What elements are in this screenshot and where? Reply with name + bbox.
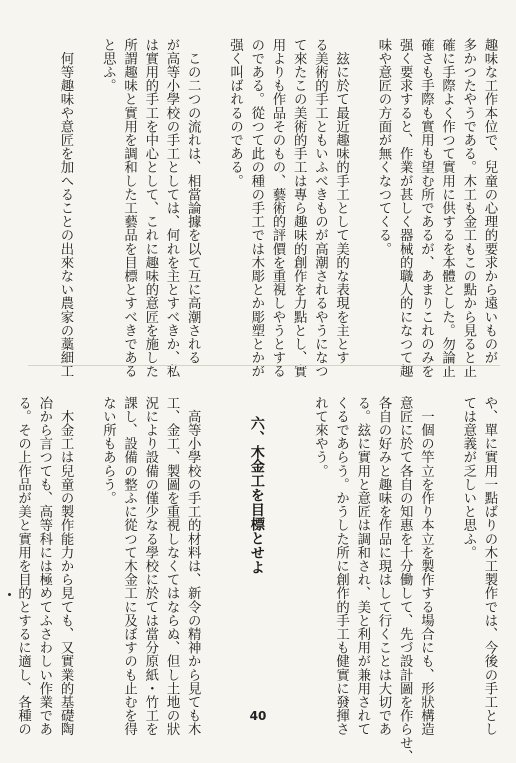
section-heading: 六、木金工を目標とせよ (248, 416, 265, 575)
text-column: 高等小學校の手工的材料は、新令の精神から見ても木 (185, 396, 201, 736)
text-column: のである。從つて此の種の手工では木彫とか彫塑とかが (248, 38, 264, 378)
text-column: 强く要求すると、作業が甚しく器械的職人的になつて趣 (397, 38, 413, 378)
text-column: て來たこの美術的手工は專ら趣味的創作を力點とし、實 (291, 38, 307, 378)
text-column: 各自の好みと趣味を作品に現はして行くことは大切であ (376, 396, 391, 736)
upper-text-block (55, 38, 500, 378)
text-column: 玆に於て最近趣味的手工として美的な表現を主とす (333, 38, 349, 365)
text-column: る。玆に實用と意匠は調和され、美と利用が兼用されて (354, 396, 370, 736)
text-column: ては意義が乏しいと思ふ。 (460, 396, 476, 560)
text-column: 强く叫ばれるのである。 (227, 38, 243, 188)
text-column: る美術的手工ともいふべきものが高潮されるやうになつ (312, 38, 328, 378)
text-column: 工、金工、製圖を重視しなくてはならぬ、但し土地の狀 (164, 396, 180, 736)
text-column: れて來やう。 (312, 396, 328, 478)
paragraph-gap (76, 396, 97, 704)
text-column: 一個の竿立を作り本立を製作する場合にも、形狀構造 (418, 396, 434, 736)
text-column: 確に手際よく作つて實用に供するを本體とした。勿論正 (439, 38, 455, 378)
text-column: 冶から言つても、高等科には極めてふさわしい作業であ (36, 396, 52, 736)
paragraph-gap (288, 396, 309, 704)
paragraph-gap (76, 38, 97, 338)
section-divider (28, 365, 500, 366)
text-column: 何等趣味や意匠を加へることの出來ない農家の藁細工 (57, 38, 73, 378)
paragraph-gap (352, 38, 373, 338)
text-column: 確さも手際も實用も望む所であるが、あまりこれのみを (418, 38, 434, 378)
text-column: や、單に實用一點ばりの木工製作では、今後の手工とし (482, 396, 497, 736)
paragraph-gap (224, 396, 245, 704)
text-column: 意匠に於て各自の知惠を十分働して、先づ設計圖を作らせ、 (397, 396, 413, 763)
paragraph-gap (436, 396, 457, 704)
ink-speck (8, 593, 11, 596)
paragraph-gap (267, 396, 288, 704)
text-column: は實用的手工を中心として、これに趣味的意匠を施した (142, 38, 158, 378)
text-column: この二つの流れは、相當論據を以て互に高潮される (185, 38, 201, 365)
paragraph-gap (203, 396, 224, 704)
text-column: 況により設備の僅少なる學校に於ては當分原紙・竹工を (142, 396, 158, 736)
text-column: 課し、設備の整ふに從つて木金工に及ぼすのも止むを得 (121, 396, 137, 736)
text-column: 所謂趣味と實用を調和した工藝品を目標とすべきである (121, 38, 137, 378)
text-column: くるであらう。かうした所に創作的手工も健實に發揮さ (333, 396, 349, 736)
text-column: 味や意匠の方面が無くなつてくる。 (375, 38, 391, 256)
text-column: 木金工は兒童の製作能力から見ても、又實業的基礎陶 (58, 396, 74, 736)
paragraph-gap (203, 38, 224, 338)
text-column: ない所もあらう。 (100, 396, 116, 505)
text-column: 趣味な工作本位で、兒童の心理的要求から遠いものが (482, 38, 497, 365)
page-number: 40 (249, 709, 267, 723)
text-column: る。その上作品が美と實用を目的とするに適し、各種の (15, 396, 31, 736)
text-column: と思ふ。 (100, 38, 116, 93)
text-column: 多かつたやうである。木工も金工もこの點から見ると正 (460, 38, 476, 378)
text-column: 用よりも作品そのもの、藝術的評價を重視しやうとする (269, 38, 285, 378)
text-column: が高等小學校の手工としては、何れを主とすべきか、私 (163, 38, 179, 378)
